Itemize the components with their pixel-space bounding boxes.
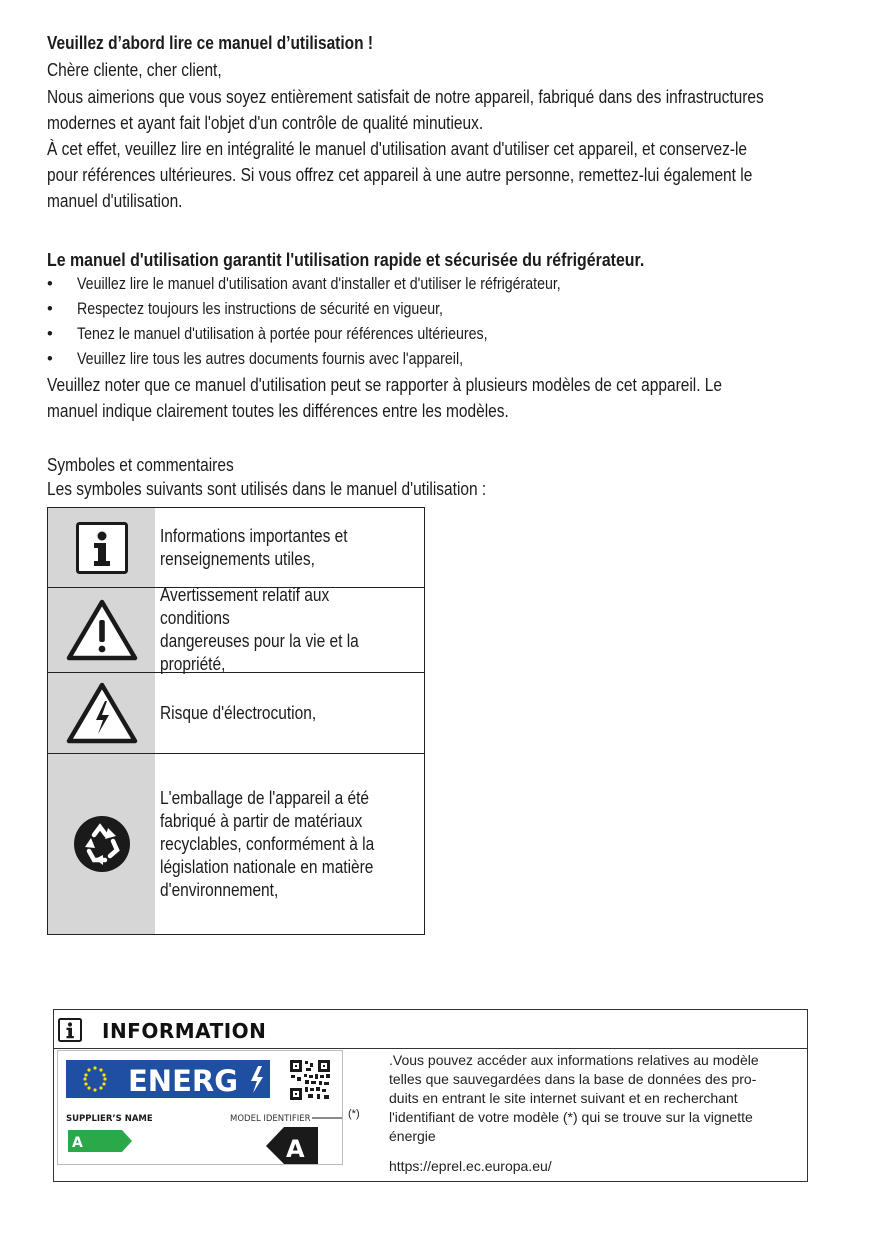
eprel-link[interactable]: https://eprel.ec.europa.eu/ xyxy=(389,1158,552,1174)
info-icon xyxy=(58,1018,82,1042)
warning-icon xyxy=(66,598,138,662)
greeting-text: Chère cliente, cher client, xyxy=(47,60,222,80)
warning-icon-cell xyxy=(48,588,155,672)
greeting xyxy=(47,57,875,83)
info-icon-cell xyxy=(48,508,155,587)
symbol-row-warning xyxy=(48,585,424,674)
bullet-icon: • xyxy=(47,275,53,293)
text-line: À cet effet, veuillez lire en intégralité le manuel d'utilisation avant d'utiliser cet appareil, et conservez-le xyxy=(47,139,748,159)
text-line: telles que sauvegardées dans la base de données des pro- xyxy=(389,1071,757,1087)
energy-label-graphic xyxy=(58,1051,342,1164)
symbols-section-title xyxy=(47,452,875,502)
symbol-row-info xyxy=(48,508,424,588)
text-line: manuel indique clairement toutes les différences entre les modèles. xyxy=(47,401,509,421)
energy-class-scale: A xyxy=(72,1135,83,1151)
symbols-subtitle: Les symboles suivants sont utilisés dans le manuel d'utilisation : xyxy=(47,479,487,499)
model-asterisk: (*) xyxy=(348,1108,360,1120)
symbol-description: recyclables, conformément à la xyxy=(160,833,375,854)
bullet-icon: • xyxy=(47,350,53,368)
list-item: • Veuillez lire tous les autres documents fournis avec l'appareil, xyxy=(47,347,875,372)
recycle-icon xyxy=(72,814,132,874)
symbol-description: Risque d'électrocution, xyxy=(160,702,317,723)
text-line: énergie xyxy=(389,1128,436,1144)
text-line: .Vous pouvez accéder aux informations relatives au modèle xyxy=(389,1052,759,1068)
list-item: • Respectez toujours les instructions de sécurité en vigueur, xyxy=(47,297,875,322)
recycle-icon-cell xyxy=(48,754,155,934)
text-line: l'identifiant de votre modèle (*) qui se trouve sur la vignette xyxy=(389,1109,753,1125)
intro-paragraph-1 xyxy=(47,84,875,136)
text-line: pour références ultérieures. Si vous offrez cet appareil à une autre personne, remettez-lui également le xyxy=(47,165,753,185)
symbol-row-recycle xyxy=(48,754,424,935)
symbol-row-electric xyxy=(48,673,424,754)
information-title: INFORMATION xyxy=(102,1019,267,1043)
guarantee-heading: Le manuel d'utilisation garantit l'utilisation rapide et sécurisée du réfrigérateur. xyxy=(47,249,645,270)
energy-word: ENERG xyxy=(128,1064,239,1098)
symbol-description: propriété, xyxy=(160,654,226,674)
info-icon xyxy=(76,522,128,574)
symbol-description: Avertissement relatif aux conditions xyxy=(160,585,330,628)
symbol-description: fabriqué à partir de matériaux xyxy=(160,810,363,831)
electric-shock-icon xyxy=(66,681,138,745)
symbol-description: Informations importantes et xyxy=(160,525,348,546)
text-line: modernes et ayant fait l'objet d'un contrôle de qualité minutieux. xyxy=(47,113,484,133)
intro-heading: Veuillez d’abord lire ce manuel d’utilisation ! xyxy=(47,33,374,53)
symbol-description: d'environnement, xyxy=(160,879,279,900)
electric-icon-cell xyxy=(48,673,155,753)
information-box xyxy=(53,1009,808,1182)
text-line: manuel d'utilisation. xyxy=(47,191,183,211)
symbols-title: Symboles et commentaires xyxy=(47,455,234,475)
symbol-description: dangereuses pour la vie et la xyxy=(160,631,359,651)
model-identifier: MODEL IDENTIFIER xyxy=(230,1114,311,1124)
energy-label-example xyxy=(57,1050,343,1165)
symbols-table xyxy=(47,507,425,935)
energy-class-rating: A xyxy=(286,1135,305,1163)
symbol-description: renseignements utiles, xyxy=(160,548,315,569)
symbol-description: L'emballage de l'appareil a été xyxy=(160,787,370,808)
text-line: Nous aimerions que vous soyez entièrement satisfait de notre appareil, fabriqué dans des infrastructures xyxy=(47,87,764,107)
bullet-icon: • xyxy=(47,300,53,318)
supplier-name: SUPPLIER’S NAME xyxy=(66,1114,153,1124)
text-line: duits en entrant le site internet suivant et en recherchant xyxy=(389,1090,738,1106)
bullet-icon: • xyxy=(47,325,53,343)
list-item: • Tenez le manuel d'utilisation à portée pour références ultérieures, xyxy=(47,322,875,347)
guarantee-bullet-list xyxy=(47,272,875,372)
guarantee-note xyxy=(47,372,875,424)
text-line: Veuillez noter que ce manuel d'utilisation peut se rapporter à plusieurs modèles de cet appareil. Le xyxy=(47,375,723,395)
qr-code-icon xyxy=(290,1060,330,1100)
information-header xyxy=(54,1010,807,1049)
intro-paragraph-2 xyxy=(47,136,875,214)
symbol-description: législation nationale en matière xyxy=(160,856,374,877)
list-item: • Veuillez lire le manuel d'utilisation avant d'installer et d'utiliser le réfrigérateur, xyxy=(47,272,875,297)
information-text xyxy=(389,1051,799,1146)
